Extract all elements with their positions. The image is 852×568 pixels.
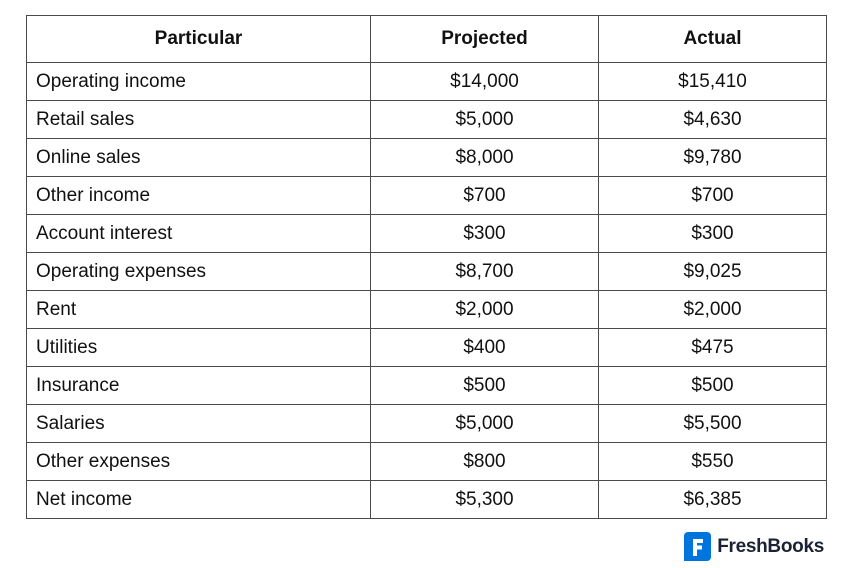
cell-projected: $5,000 <box>371 405 599 443</box>
header-row <box>27 16 827 63</box>
table-header <box>27 16 827 63</box>
cell-particular: Other income <box>27 177 371 215</box>
table-row <box>27 367 827 405</box>
cell-projected: $400 <box>371 329 599 367</box>
cell-particular: Account interest <box>27 215 371 253</box>
table-row <box>27 291 827 329</box>
cell-projected: $14,000 <box>371 63 599 101</box>
cell-actual: $15,410 <box>599 63 827 101</box>
table-row <box>27 253 827 291</box>
cell-actual: $300 <box>599 215 827 253</box>
freshbooks-f-logo-icon <box>684 532 711 561</box>
cell-projected: $2,000 <box>371 291 599 329</box>
cell-particular: Retail sales <box>27 101 371 139</box>
cell-particular: Salaries <box>27 405 371 443</box>
cell-projected: $500 <box>371 367 599 405</box>
cell-actual: $9,025 <box>599 253 827 291</box>
cell-particular: Net income <box>27 481 371 519</box>
table-row <box>27 101 827 139</box>
cell-actual: $9,780 <box>599 139 827 177</box>
cell-projected: $8,700 <box>371 253 599 291</box>
budget-table <box>26 15 827 519</box>
cell-projected: $300 <box>371 215 599 253</box>
cell-particular: Operating income <box>27 63 371 101</box>
brand-name: FreshBooks <box>717 535 824 557</box>
cell-projected: $5,300 <box>371 481 599 519</box>
cell-projected: $800 <box>371 443 599 481</box>
table-row <box>27 63 827 101</box>
table-row <box>27 481 827 519</box>
table-body <box>27 63 827 519</box>
cell-particular: Rent <box>27 291 371 329</box>
cell-particular: Online sales <box>27 139 371 177</box>
header-projected: Projected <box>371 16 599 63</box>
cell-particular: Insurance <box>27 367 371 405</box>
table-row <box>27 139 827 177</box>
cell-actual: $2,000 <box>599 291 827 329</box>
table-row <box>27 405 827 443</box>
table-row <box>27 215 827 253</box>
cell-actual: $550 <box>599 443 827 481</box>
cell-projected: $8,000 <box>371 139 599 177</box>
cell-actual: $500 <box>599 367 827 405</box>
cell-actual: $4,630 <box>599 101 827 139</box>
cell-actual: $475 <box>599 329 827 367</box>
cell-actual: $700 <box>599 177 827 215</box>
cell-projected: $700 <box>371 177 599 215</box>
table-row <box>27 443 827 481</box>
header-particular: Particular <box>27 16 371 63</box>
cell-projected: $5,000 <box>371 101 599 139</box>
cell-particular: Other expenses <box>27 443 371 481</box>
freshbooks-brand <box>684 532 824 561</box>
header-actual: Actual <box>599 16 827 63</box>
table-row <box>27 177 827 215</box>
cell-particular: Operating expenses <box>27 253 371 291</box>
cell-actual: $6,385 <box>599 481 827 519</box>
cell-actual: $5,500 <box>599 405 827 443</box>
cell-particular: Utilities <box>27 329 371 367</box>
table-row <box>27 329 827 367</box>
